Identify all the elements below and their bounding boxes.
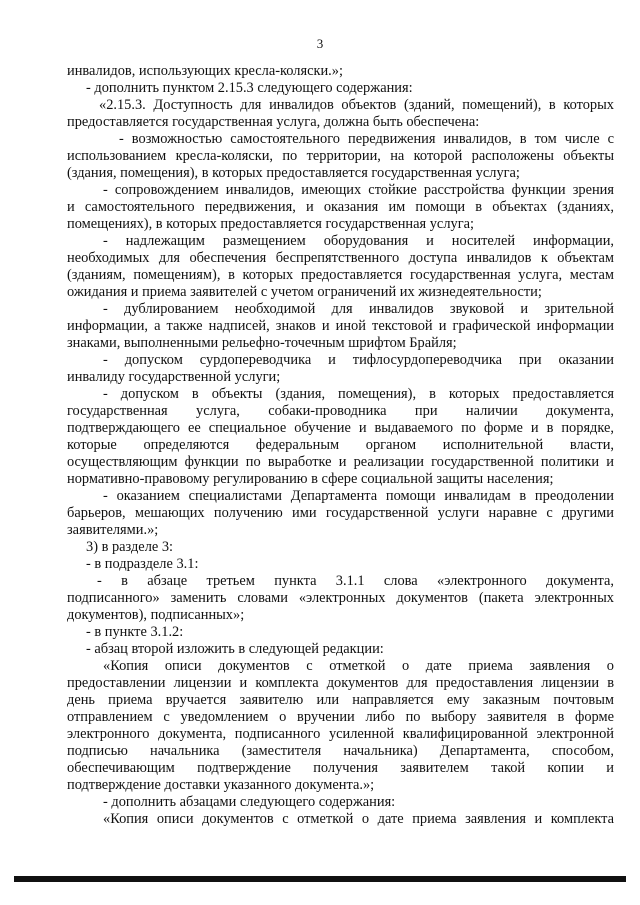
footer-rule — [14, 876, 626, 882]
text-line: «Копия описи документов с отметкой о дате приема заявления о — [103, 658, 614, 674]
text-line: государственная услуга, собаки-проводника при наличии документа, — [67, 403, 614, 419]
text-line: предоставлении лицензии и комплекта документов для предоставления лицензии в — [67, 675, 614, 691]
page-number: 3 — [316, 36, 324, 51]
text-line: инвалидов, использующих кресла-коляски.»; — [67, 63, 343, 79]
text-line: день приема вручается заявителю или направляется ему заказным почтовым — [67, 692, 614, 708]
text-line: инвалиду государственной услуги; — [67, 369, 281, 385]
text-line: ожидания и приема заявителей с учетом ограничений их жизнедеятельности; — [67, 284, 542, 300]
text-line: помещениях), в которых предоставляется государственная услуга; — [67, 216, 474, 232]
text-line: 3) в разделе 3: — [86, 539, 174, 555]
text-line: - дополнить абзацами следующего содержания: — [103, 794, 396, 810]
text-line: обеспечивающим подтверждение получения заявителем такой копии и — [67, 760, 614, 776]
text-line: электронного документа, подписанного усиленной квалифицированной электронной — [67, 726, 614, 742]
text-line: использованием кресла-коляски, по территории, на которой расположены объекты — [67, 148, 614, 164]
text-line: барьеров, мешающих получению ими государственной услуги наравне с другими — [67, 505, 614, 521]
text-line: подписью начальника (заместителя начальника) Департамента, способом, — [67, 743, 614, 759]
text-line: - абзац второй изложить в следующей редакции: — [86, 641, 384, 657]
text-line: (здания, помещения), в которых предоставляется государственная услуга; — [67, 165, 520, 181]
text-line: документов), подписанных»; — [67, 607, 245, 623]
text-line: - допуском сурдопереводчика и тифлосурдопереводчика при оказании — [103, 352, 614, 368]
text-line: - допуском в объекты (здания, помещения), в которых предоставляется — [103, 386, 614, 402]
text-line: «2.15.3. Доступность для инвалидов объектов (зданий, помещений), в которых — [99, 97, 614, 113]
text-line: «Копия описи документов с отметкой о дате приема заявления и комплекта — [103, 811, 614, 827]
text-line: нормативно-правовому регулированию в сфере социальной защиты населения; — [67, 471, 554, 487]
text-line: - сопровождением инвалидов, имеющих стойкие расстройства функции зрения — [103, 182, 614, 198]
text-line: (зданиям, помещениям), в которых предоставляется государственная услуга, местам — [67, 267, 614, 283]
text-line: которые определяются федеральным органом исполнительной власти, — [67, 437, 614, 453]
text-line: - возможностью самостоятельного передвижения инвалидов, в том числе с — [119, 131, 614, 147]
text-line: - дополнить пунктом 2.15.3 следующего содержания: — [86, 80, 413, 96]
text-line: информации, а также надписей, знаков и иной текстовой и графической информации — [67, 318, 614, 334]
text-line: заявителями.»; — [67, 522, 159, 538]
text-line: - в абзаце третьем пункта 3.1.1 слова «электронного документа, — [97, 573, 614, 589]
text-line: и самостоятельного передвижения, и оказания им помощи в объектах (зданиях, — [67, 199, 614, 215]
text-line: подтверждение доставки указанного документа.»; — [67, 777, 375, 793]
text-line: - надлежащим размещением оборудования и носителей информации, — [103, 233, 614, 249]
text-line: подписанного» заменить словами «электронных документов (пакета электронных — [67, 590, 614, 606]
text-line: знаками, выполненными рельефно-точечным шрифтом Брайля; — [67, 335, 457, 351]
text-line: - в пункте 3.1.2: — [86, 624, 184, 640]
text-line: предоставляется государственная услуга, должна быть обеспечена: — [67, 114, 480, 130]
text-line: - дублированием необходимой для инвалидов звуковой и зрительной — [103, 301, 614, 317]
text-line: осуществляющим функции по выработке и реализации государственной политики и — [67, 454, 614, 470]
text-line: необходимых для обеспечения беспрепятственного доступа инвалидов к объектам — [67, 250, 614, 266]
text-line: подтверждающего ее специальное обучение и выдаваемого по форме и в порядке, — [67, 420, 614, 436]
text-line: отправлением с уведомлением о вручении либо по выбору заявителя в форме — [67, 709, 614, 725]
text-line: - в подразделе 3.1: — [86, 556, 199, 572]
text-line: - оказанием специалистами Департамента помощи инвалидам в преодолении — [103, 488, 614, 504]
